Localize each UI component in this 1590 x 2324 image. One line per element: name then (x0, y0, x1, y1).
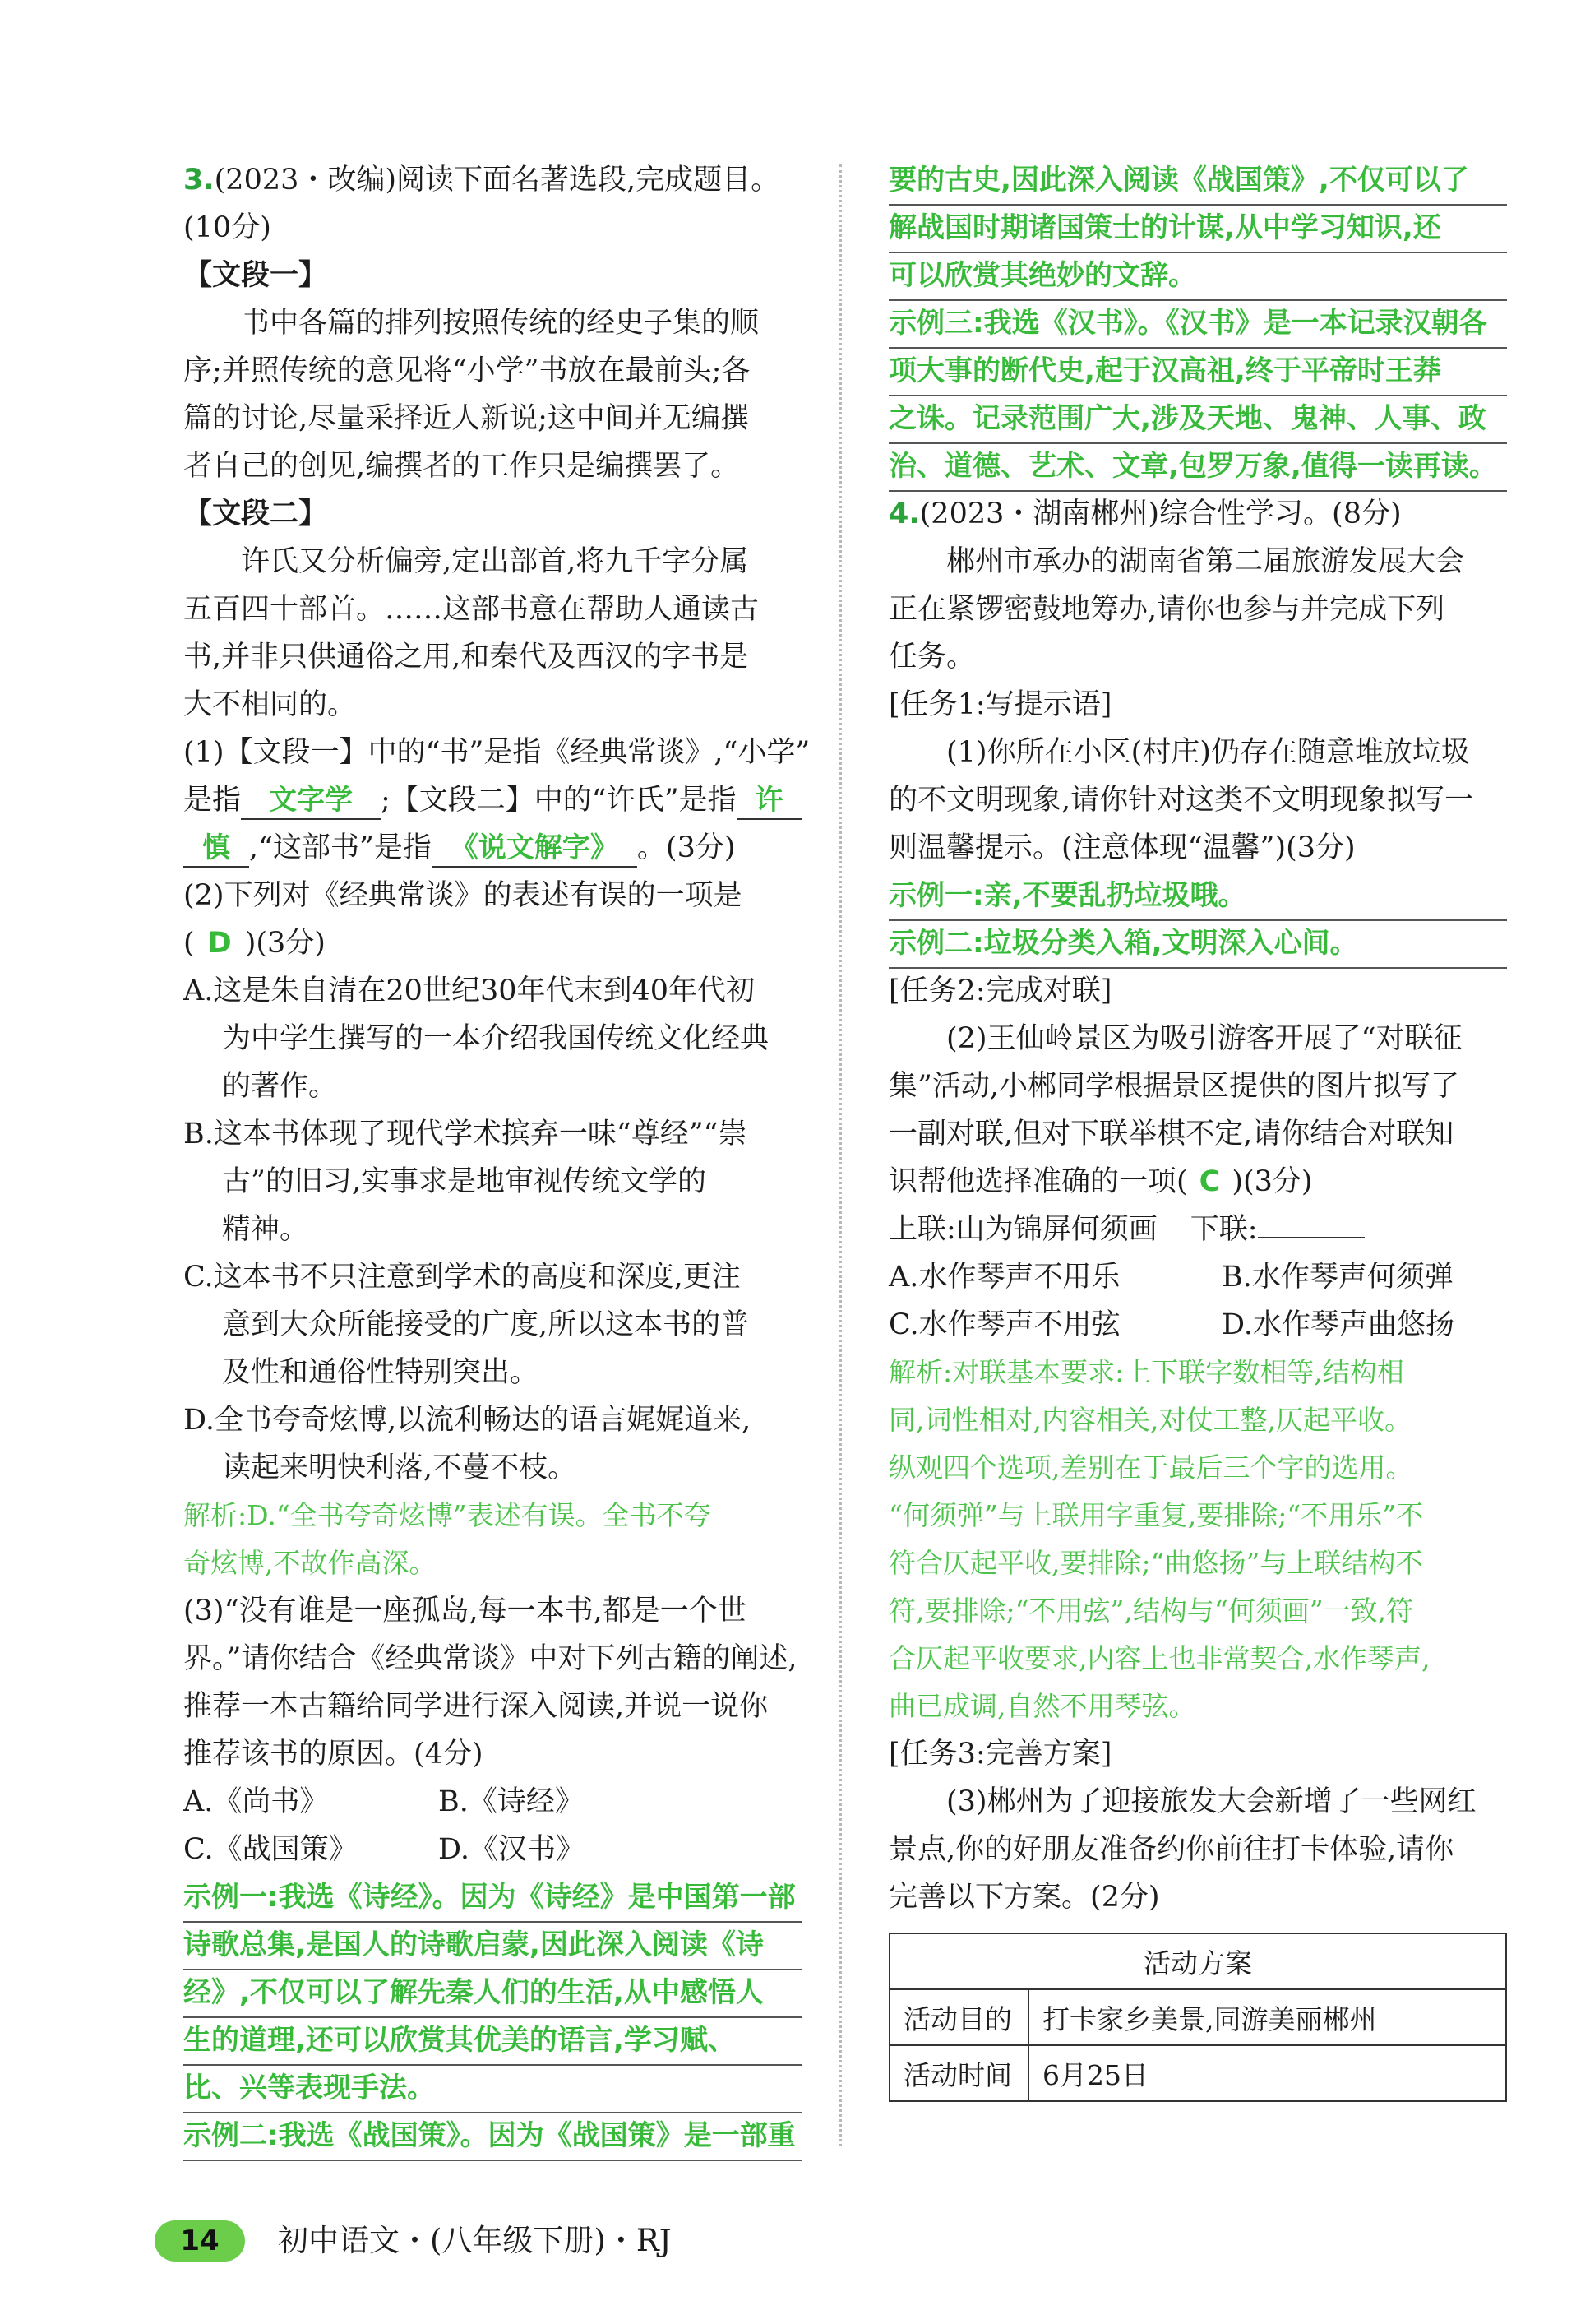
option-d: D.全书夸奇炫博,以流利畅达的语言娓娓道来, (183, 1404, 751, 1437)
q3-p3-line: (3)“没有谁是一座孤岛,每一本书,都是一个世 (183, 1595, 746, 1627)
task2-text: (2)王仙岭景区为吸引游客开展了“对联征 (946, 1022, 1463, 1055)
task3-text: 景点,你的好朋友准备约你前往打卡体验,请你 (889, 1833, 1454, 1866)
answer-blank-1[interactable]: 文字学 (241, 782, 381, 820)
q4-header (889, 490, 1507, 538)
example-answer: 经》,不仅可以了解先秦人们的生活,从中感悟人 (183, 1969, 802, 2018)
task3-text: (3)郴州为了迎接旅发大会新增了一些网红 (946, 1785, 1477, 1818)
task2-explanation: “何须弹”与上联用字重复,要排除;“不用乐”不 (889, 1499, 1424, 1531)
seg1-title: 【文段一】 (183, 258, 328, 292)
option-a: 的著作。 (222, 1070, 338, 1103)
page (23, 16, 1567, 2308)
option-b: 精神。 (222, 1213, 309, 1246)
q3-p1-text: 。(3分) (636, 831, 736, 864)
q4-lead: 郴州市承办的湖南省第二届旅游发展大会 (946, 545, 1465, 578)
book-option: A.《尚书》 (183, 1785, 329, 1818)
task2-text (889, 1158, 1507, 1206)
q4-number: 4. (889, 498, 920, 530)
seg2-line: 许氏又分析偏旁,定出部首,将九千字分属 (241, 545, 749, 578)
task2-explanation: 符,要排除;“不用弦”,结构与“何须画”一致,符 (889, 1595, 1414, 1627)
plan-value[interactable]: 打卡家乡美景,同游美丽郴州 (1028, 1989, 1506, 2045)
example-answer: 生的道理,还可以欣赏其优美的语言,学习赋、 (183, 2016, 802, 2066)
task1-text: 则温馨提示。(注意体现“温馨”)(3分) (889, 831, 1356, 864)
seg1-line: 者自己的创见,编撰者的工作只是编撰罢了。 (183, 450, 740, 483)
example-answer: 可以欣赏其绝妙的文辞。 (889, 252, 1507, 301)
task2-title: [任务2:完成对联] (889, 975, 1112, 1007)
book-option: C.《战国策》 (183, 1833, 358, 1866)
seg2-line: 五百四十部首。……这部书意在帮助人通读古 (183, 593, 760, 626)
book-options (183, 1778, 802, 1826)
task3-text: 完善以下方案。(2分) (889, 1881, 1160, 1914)
q3-p2-line2 (183, 919, 802, 967)
q3-p1-text: 是指 (183, 784, 242, 817)
option-c: 意到大众所能接受的广度,所以这本书的普 (222, 1308, 750, 1341)
explanation: 解析:D.“全书夸奇炫博”表述有误。全书不夸 (183, 1499, 711, 1531)
q4-lead: 任务。 (889, 641, 976, 674)
option-c: 及性和通俗性特别突出。 (222, 1356, 539, 1389)
example-answer: 项大事的断代史,起于汉高祖,终于平帝时王莽 (889, 347, 1507, 396)
book-option: D.《汉书》 (438, 1833, 585, 1866)
task2-option: D.水作琴声曲悠扬 (1222, 1308, 1454, 1341)
option-c: C.这本书不只注意到学术的高度和深度,更注 (183, 1261, 741, 1294)
seg1-line: 书中各篇的排列按照传统的经史子集的顺 (241, 307, 760, 340)
q3-p3-line: 界。”请你结合《经典常谈》中对下列古籍的阐述, (183, 1642, 797, 1675)
task1-text: (1)你所在小区(村庄)仍存在随意堆放垃圾 (946, 736, 1470, 769)
book-option: B.《诗经》 (438, 1785, 584, 1818)
book-options (183, 1826, 802, 1873)
example-answer: 比、兴等表现手法。 (183, 2064, 802, 2113)
q3-p3-line: 推荐该书的原因。(4分) (183, 1738, 483, 1771)
answer-blank-2[interactable]: 许 (737, 782, 802, 820)
example-answer: 示例一:我选《诗经》。因为《诗经》是中国第一部 (183, 1873, 802, 1923)
left-column (183, 156, 811, 2160)
paren: )(3分) (244, 927, 326, 960)
q4-intro: (2023・湖南郴州)综合性学习。(8分) (919, 498, 1402, 530)
example-answer: 解战国时期诸国策士的计谋,从中学习知识,还 (889, 204, 1507, 253)
task2-option: C.水作琴声不用弦 (889, 1308, 1121, 1341)
plan-table-title: 活动方案 (890, 1933, 1506, 1989)
paren: ( (183, 927, 195, 960)
answer-blank-3[interactable]: 《说文解字》 (432, 830, 637, 868)
task2-text: 集”活动,小郴同学根据景区提供的图片拟写了 (889, 1070, 1460, 1103)
q3-p1-line3 (183, 824, 802, 872)
seg2-line: 书,并非只供通俗之用,和秦代及西汉的字书是 (183, 641, 749, 674)
plan-value[interactable]: 6月25日 (1028, 2045, 1506, 2101)
table-row (890, 2045, 1506, 2101)
task2-explanation: 同,词性相对,内容相关,对仗工整,仄起平收。 (889, 1404, 1412, 1436)
couplet (889, 1206, 1507, 1253)
explanation: 奇炫博,不故作高深。 (183, 1547, 437, 1579)
q3-p1-line1: (1)【文段一】中的“书”是指《经典常谈》,“小学” (183, 736, 811, 769)
example-answer: 要的古史,因此深入阅读《战国策》,不仅可以了 (889, 156, 1507, 206)
answer-blank-2-cont[interactable]: 慎 (183, 830, 249, 868)
q3-number: 3. (183, 164, 215, 197)
choice-answer[interactable]: D (207, 927, 232, 960)
q3-score: (10分) (183, 211, 271, 244)
task2-option: B.水作琴声何须弹 (1222, 1261, 1454, 1294)
example-answer: 治、道德、艺术、文章,包罗万象,值得一读再读。 (889, 442, 1507, 492)
q3-p2-line1: (2)下列对《经典常谈》的表述有误的一项是 (183, 879, 742, 912)
task2-explanation: 符合仄起平收,要排除;“曲悠扬”与上联结构不 (889, 1547, 1423, 1579)
task2-option: A.水作琴声不用乐 (889, 1261, 1121, 1294)
example-answer: 示例三:我选《汉书》。《汉书》是一本记录汉朝各 (889, 299, 1507, 349)
task2-options (889, 1301, 1507, 1349)
couplet-blank[interactable] (1258, 1237, 1365, 1238)
q4-lead: 正在紧锣密鼓地筹办,请你也参与并完成下列 (889, 593, 1445, 626)
task2-text-part: )(3分) (1232, 1165, 1313, 1198)
option-b: 古”的旧习,实事求是地审视传统文学的 (222, 1165, 707, 1198)
page-footer (155, 2216, 672, 2266)
task2-options (889, 1253, 1507, 1301)
right-column (889, 156, 1507, 2113)
page-number: 14 (155, 2220, 245, 2262)
task2-explanation: 解析:对联基本要求:上下联字数相等,结构相 (889, 1356, 1404, 1388)
task1-title: [任务1:写提示语] (889, 688, 1112, 721)
plan-label: 活动时间 (890, 2045, 1028, 2101)
task1-answer: 示例二:垃圾分类入箱,文明深入心间。 (889, 919, 1507, 969)
seg1-line: 序;并照传统的意见将“小学”书放在最前头;各 (183, 354, 751, 387)
task2-choice-answer[interactable]: C (1199, 1165, 1221, 1198)
example-answer: 示例二:我选《战国策》。因为《战国策》是一部重 (183, 2112, 802, 2161)
seg1-line: 篇的讨论,尽量采择近人新说;这中间并无编撰 (183, 402, 749, 435)
q3-p3-line: 推荐一本古籍给同学进行深入阅读,并说一说你 (183, 1690, 769, 1723)
task2-explanation: 合仄起平收要求,内容上也非常契合,水作琴声, (889, 1642, 1431, 1674)
table-row (890, 1989, 1506, 2045)
task2-text: 一副对联,但对下联举棋不定,请你结合对联知 (889, 1118, 1454, 1150)
option-b: B.这本书体现了现代学术摈弃一味“尊经”“崇 (183, 1118, 747, 1150)
column-divider (839, 164, 842, 2146)
q3-p1-text: ,“这部书”是指 (249, 831, 432, 864)
option-d: 读起来明快利落,不蔓不枝。 (222, 1451, 577, 1484)
task2-explanation: 曲已成调,自然不用琴弦。 (889, 1690, 1196, 1722)
book-title: 初中语文・(八年级下册)・RJ (278, 2223, 672, 2258)
q3-header (183, 156, 802, 204)
task1-text: 的不文明现象,请你针对这类不文明现象拟写一 (889, 784, 1474, 817)
task1-answer: 示例一:亲,不要乱扔垃圾哦。 (889, 872, 1507, 921)
task3-title: [任务3:完善方案] (889, 1738, 1112, 1771)
q3-intro: (2023・改编)阅读下面名著选段,完成题目。 (214, 164, 780, 197)
seg2-title: 【文段二】 (183, 497, 328, 530)
seg2-line: 大不相同的。 (183, 688, 357, 721)
option-a: 为中学生撰写的一本介绍我国传统文化经典 (222, 1022, 770, 1055)
example-answer: 之诛。记录范围广大,涉及天地、鬼神、人事、政 (889, 395, 1507, 444)
plan-label: 活动目的 (890, 1989, 1028, 2045)
couplet-down: 下联: (1190, 1213, 1258, 1246)
option-a: A.这是朱自清在20世纪30年代末到40年代初 (183, 975, 756, 1007)
task2-text-part: 识帮他选择准确的一项( (889, 1165, 1188, 1198)
example-answer: 诗歌总集,是国人的诗歌启蒙,因此深入阅读《诗 (183, 1921, 802, 1970)
plan-table-wrap (889, 1933, 1507, 2113)
q3-p1-line2 (183, 776, 802, 824)
plan-table (889, 1933, 1507, 2102)
couplet-up: 上联:山为锦屏何须画 (889, 1213, 1158, 1246)
q3-p1-text: ;【文段二】中的“许氏”是指 (381, 784, 737, 817)
task2-explanation: 纵观四个选项,差别在于最后三个字的选用。 (889, 1451, 1413, 1484)
